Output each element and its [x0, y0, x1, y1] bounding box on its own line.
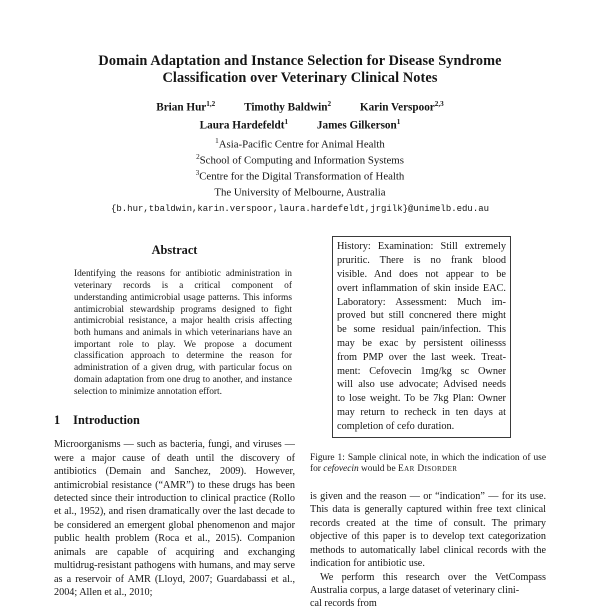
title-block	[0, 0, 600, 214]
affiliation-text: Centre for the Digital Transformation of Health	[199, 171, 405, 184]
right-column-paragraph-2: We perform this research over the VetCompass Australia corpus, a large dataset of veterinary clini-	[310, 571, 546, 597]
author-affil-superscript: 2,3	[434, 100, 444, 108]
caption-drug-name: cefovecin	[323, 464, 359, 475]
affiliation-line	[0, 167, 600, 183]
author	[360, 97, 444, 115]
author-affil-superscript: 1	[284, 117, 289, 126]
clipped-bottom-line: cal records from	[310, 597, 377, 609]
affiliation-superscript: 3	[195, 169, 200, 178]
clinical-note-line: Laboratory: Assessment: Much im-	[337, 296, 506, 308]
clinical-note-line: History: Examination: Still extremely	[337, 241, 506, 253]
author	[156, 97, 215, 115]
affiliation-line	[0, 183, 600, 199]
clinical-note-line: to lose weight. To be 7kg Plan: Owner	[337, 393, 506, 405]
abstract-heading: Abstract	[151, 243, 198, 258]
left-column	[54, 236, 295, 600]
author-row-2	[0, 115, 600, 133]
right-column-paragraph-1: is given and the reason — or “indication” — for its use. This data is generally captured within free text clinical records created at the time of consult. The primary objective of this paper is to develop text categorization methods to automatically label clinical records with the indication for antibiotic use.	[310, 491, 546, 570]
section-number: 1	[54, 413, 61, 428]
author	[244, 97, 331, 115]
clinical-note-line: overt inflammation of skin inside EAC.	[337, 282, 506, 294]
author-list	[0, 97, 600, 132]
abstract-text: Identifying the reasons for antibiotic administration in veterinary records is a critical component of understanding antimicrobial usage patterns. This informs antimicrobial stewardship programs designed to fight antimicrobial resistance, a major health crisis affecting both humans and animals in which veterinarians have an important role to play. We propose a document classification approach to determine the reason for administration of a given drug, with particular focus on domain adaptation from one drug to another, and instance selection to minimize annotation effort.	[74, 269, 292, 397]
author-affil-superscript: 2	[327, 100, 332, 108]
clinical-note-line: pruritic. There is no frank blood	[337, 255, 506, 267]
author-affil-superscript: 1	[396, 117, 401, 126]
clinical-note-box	[332, 236, 511, 437]
caption-text: Figure 1: Sample clinical note, in which the indication of use for	[310, 452, 546, 475]
right-column	[310, 236, 546, 609]
clinical-note-line: visible. And does not appear to be	[337, 269, 506, 281]
affiliation-list	[0, 135, 600, 199]
figure-1-caption	[310, 453, 546, 476]
paper-title: Domain Adaptation and Instance Selection for Disease Syndrome Classification over Veterinary Clinical Notes	[98, 53, 502, 86]
clinical-note-line: from PMP over the last week. Treat-	[337, 351, 506, 363]
affiliation-line	[0, 135, 600, 151]
clinical-note-line: be some residual pain/infection. This	[337, 324, 506, 336]
author-name: Karin Verspoor	[359, 101, 435, 114]
author-name: James Gilkerson	[316, 119, 397, 132]
caption-class-label: Ear Disorder	[398, 464, 458, 475]
clinical-note-line: will also use advocate; Advised needs	[337, 379, 506, 391]
clinical-note-line: proved but still concnered there might	[337, 310, 506, 322]
author-affil-superscript: 1,2	[206, 100, 216, 108]
introduction-paragraph: Microorganisms — such as bacteria, fungi, and viruses — were a major cause of death until the discovery of antibiotics (Demain and Sanchez, 2009). However, antimicrobial resistance (“AMR”) to these drugs has been detected since their introduction to clinical practice (Rollo et al., 1952), and risen dramatically over the last decade to be considered an emergent global phenomenon and major public health problem (Roca et al., 2015). Companion animals are capable of acquiring and exchanging multidrug-resistant pathogens with humans, and may serve as a reservoir of AMR (Lloyd, 2007; Guardabassi et al., 2004; Allen et al., 2010;	[54, 439, 295, 599]
clinical-note-line: may return to recheck in ten days at	[337, 407, 506, 419]
affiliation-text: School of Computing and Information Systems	[199, 155, 404, 168]
clinical-note-line: ment: Cefovecin 1mg/kg sc Owner	[337, 365, 506, 377]
affiliation-text: Asia-Pacific Centre for Animal Health	[218, 139, 385, 152]
affiliation-text: The University of Melbourne, Australia	[214, 187, 386, 200]
author-name: Laura Hardefeldt	[199, 119, 285, 132]
clinical-note-line: may be exac by persistent oilinesss	[337, 338, 506, 350]
affiliation-line	[0, 151, 600, 167]
figure-1	[310, 236, 546, 476]
author-row-1	[0, 97, 600, 115]
author	[317, 115, 400, 133]
affiliation-superscript: 1	[215, 137, 219, 146]
author-name: Timothy Baldwin	[244, 101, 328, 114]
affiliation-superscript: 2	[196, 153, 200, 162]
two-column-body	[0, 236, 600, 609]
author-name: Brian Hur	[156, 101, 207, 114]
section-title: Introduction	[73, 413, 140, 428]
author	[200, 115, 288, 133]
section-heading-introduction	[54, 413, 295, 428]
clinical-note-line: completion of cefo duration.	[337, 420, 455, 432]
author-emails: {b.hur,tbaldwin,karin.verspoor,laura.hardefeldt,jrgilk}@unimelb.edu.au	[110, 204, 490, 215]
caption-text: would be	[358, 464, 398, 475]
